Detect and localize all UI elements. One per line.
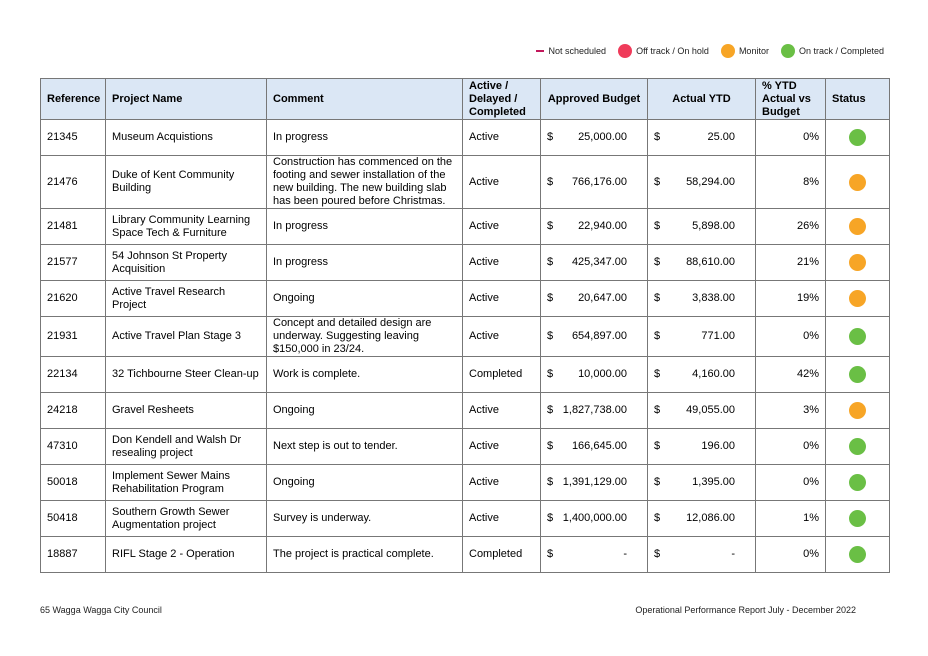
legend-monitor-label: Monitor: [738, 46, 769, 56]
not-scheduled-dash-icon: [536, 50, 544, 52]
header-reference: Reference: [41, 79, 106, 120]
cell-status: [826, 537, 890, 573]
cell-reference: 21620: [41, 281, 106, 317]
cell-actual-ytd: [648, 281, 756, 317]
cell-pct-ytd: 3%: [756, 393, 826, 429]
cell-approved-budget: [541, 281, 648, 317]
legend-not-scheduled: [536, 46, 607, 56]
ytd-amount: 88,610.00: [686, 256, 735, 268]
cell-reference: 18887: [41, 537, 106, 573]
status-dot-icon: [849, 546, 866, 563]
cell-comment: In progress: [267, 245, 463, 281]
table-row: [41, 465, 890, 501]
table-row: [41, 537, 890, 573]
budget-amount: 766,176.00: [571, 175, 627, 188]
currency-symbol: $: [654, 404, 661, 416]
cell-project-name: 32 Tichbourne Steer Clean-up: [106, 357, 267, 393]
status-dot-icon: [849, 174, 866, 191]
cell-reference: 21345: [41, 120, 106, 156]
currency-symbol: $: [654, 131, 661, 143]
cell-approved-budget: [541, 357, 648, 393]
cell-comment: Construction has commenced on the footing and sewer installation of the new building. The new building slab has been poured before Christmas.: [267, 156, 463, 209]
cell-status: [826, 120, 890, 156]
cell-state: Completed: [463, 537, 541, 573]
cell-comment: Concept and detailed design are underway. Suggesting leaving $150,000 in 23/24.: [267, 317, 463, 357]
cell-pct-ytd: 19%: [756, 281, 826, 317]
legend-monitor: [721, 44, 769, 58]
header-pct-ytd: % YTD Actual vs Budget: [756, 79, 826, 120]
cell-approved-budget: [541, 393, 648, 429]
table-row: [41, 429, 890, 465]
currency-symbol: $: [654, 220, 661, 232]
budget-amount: 22,940.00: [578, 220, 627, 232]
cell-status: [826, 156, 890, 209]
cell-actual-ytd: [648, 537, 756, 573]
status-dot-icon: [849, 254, 866, 271]
budget-amount: 166,645.00: [571, 440, 627, 452]
legend-on-track-label: On track / Completed: [798, 46, 884, 56]
currency-symbol: $: [654, 440, 661, 452]
status-dot-icon: [849, 438, 866, 455]
cell-comment: Survey is underway.: [267, 501, 463, 537]
cell-approved-budget: [541, 429, 648, 465]
currency-symbol: $: [547, 175, 554, 188]
header-comment: Comment: [267, 79, 463, 120]
currency-symbol: $: [654, 256, 661, 268]
cell-reference: 22134: [41, 357, 106, 393]
cell-status: [826, 357, 890, 393]
table-row: [41, 357, 890, 393]
ytd-amount: 771.00: [701, 330, 735, 342]
cell-state: Active: [463, 429, 541, 465]
legend-off-track: [618, 44, 709, 58]
table-row: [41, 245, 890, 281]
currency-symbol: $: [547, 440, 554, 452]
ytd-amount: 58,294.00: [686, 175, 735, 188]
cell-comment: In progress: [267, 120, 463, 156]
cell-project-name: Gravel Resheets: [106, 393, 267, 429]
currency-symbol: $: [547, 368, 554, 380]
cell-reference: 50418: [41, 501, 106, 537]
cell-comment: The project is practical complete.: [267, 537, 463, 573]
status-dot-icon: [849, 290, 866, 307]
cell-project-name: Don Kendell and Walsh Dr resealing project: [106, 429, 267, 465]
cell-actual-ytd: [648, 120, 756, 156]
cell-actual-ytd: [648, 429, 756, 465]
currency-symbol: $: [547, 512, 554, 524]
status-dot-icon: [849, 328, 866, 345]
cell-status: [826, 317, 890, 357]
currency-symbol: $: [547, 131, 554, 143]
cell-reference: 21481: [41, 209, 106, 245]
table-row: [41, 317, 890, 357]
cell-comment: Ongoing: [267, 393, 463, 429]
cell-actual-ytd: [648, 501, 756, 537]
cell-pct-ytd: 0%: [756, 120, 826, 156]
table-row: [41, 281, 890, 317]
table-row: [41, 501, 890, 537]
currency-symbol: $: [654, 512, 661, 524]
status-dot-icon: [849, 510, 866, 527]
ytd-amount: 3,838.00: [692, 292, 735, 304]
cell-comment: Ongoing: [267, 281, 463, 317]
green-dot-icon: [781, 44, 795, 58]
cell-project-name: 54 Johnson St Property Acquisition: [106, 245, 267, 281]
budget-amount: 1,827,738.00: [562, 404, 627, 416]
cell-status: [826, 245, 890, 281]
footer-report-title: Operational Performance Report July - December 2022: [635, 605, 856, 615]
cell-comment: Next step is out to tender.: [267, 429, 463, 465]
cell-reference: 21931: [41, 317, 106, 357]
cell-state: Active: [463, 120, 541, 156]
cell-approved-budget: [541, 465, 648, 501]
cell-state: Active: [463, 209, 541, 245]
cell-pct-ytd: 1%: [756, 501, 826, 537]
cell-project-name: Active Travel Plan Stage 3: [106, 317, 267, 357]
cell-pct-ytd: 0%: [756, 429, 826, 465]
legend-not-scheduled-label: Not scheduled: [548, 46, 607, 56]
budget-amount: 20,647.00: [578, 292, 627, 304]
cell-reference: 21476: [41, 156, 106, 209]
header-state: Active / Delayed / Completed: [463, 79, 541, 120]
currency-symbol: $: [547, 404, 554, 416]
cell-actual-ytd: [648, 156, 756, 209]
cell-state: Active: [463, 393, 541, 429]
cell-status: [826, 465, 890, 501]
cell-reference: 50018: [41, 465, 106, 501]
currency-symbol: $: [547, 256, 554, 268]
orange-dot-icon: [721, 44, 735, 58]
cell-state: Completed: [463, 357, 541, 393]
cell-approved-budget: [541, 156, 648, 209]
currency-symbol: $: [654, 476, 661, 488]
cell-state: Active: [463, 281, 541, 317]
cell-status: [826, 393, 890, 429]
currency-symbol: $: [547, 292, 554, 304]
cell-project-name: Duke of Kent Community Building: [106, 156, 267, 209]
legend-on-track: [781, 44, 884, 58]
ytd-amount: -: [731, 548, 735, 560]
header-approved-budget: Approved Budget: [541, 79, 648, 120]
cell-state: Active: [463, 465, 541, 501]
ytd-amount: 196.00: [701, 440, 735, 452]
cell-pct-ytd: 0%: [756, 537, 826, 573]
cell-approved-budget: [541, 501, 648, 537]
table-row: [41, 156, 890, 209]
cell-project-name: Southern Growth Sewer Augmentation project: [106, 501, 267, 537]
status-dot-icon: [849, 129, 866, 146]
cell-actual-ytd: [648, 393, 756, 429]
status-dot-icon: [849, 366, 866, 383]
currency-symbol: $: [547, 330, 554, 342]
status-dot-icon: [849, 402, 866, 419]
cell-comment: In progress: [267, 209, 463, 245]
budget-amount: 1,400,000.00: [562, 512, 627, 524]
cell-project-name: Active Travel Research Project: [106, 281, 267, 317]
budget-amount: -: [623, 548, 627, 560]
cell-comment: Work is complete.: [267, 357, 463, 393]
cell-approved-budget: [541, 537, 648, 573]
cell-status: [826, 429, 890, 465]
capital-projects-table: [40, 78, 890, 573]
table-row: [41, 120, 890, 156]
ytd-amount: 25.00: [707, 131, 735, 143]
cell-actual-ytd: [648, 465, 756, 501]
footer-page-label: 65 Wagga Wagga City Council: [40, 605, 162, 615]
cell-state: Active: [463, 156, 541, 209]
cell-project-name: Museum Acquistions: [106, 120, 267, 156]
header-project-name: Project Name: [106, 79, 267, 120]
cell-pct-ytd: 0%: [756, 317, 826, 357]
currency-symbol: $: [547, 548, 554, 560]
budget-amount: 10,000.00: [578, 368, 627, 380]
budget-amount: 25,000.00: [578, 131, 627, 143]
cell-state: Active: [463, 501, 541, 537]
table-row: [41, 393, 890, 429]
cell-reference: 47310: [41, 429, 106, 465]
cell-actual-ytd: [648, 245, 756, 281]
red-dot-icon: [618, 44, 632, 58]
ytd-amount: 1,395.00: [692, 476, 735, 488]
cell-state: Active: [463, 245, 541, 281]
cell-pct-ytd: 26%: [756, 209, 826, 245]
budget-amount: 1,391,129.00: [562, 476, 627, 488]
cell-reference: 24218: [41, 393, 106, 429]
cell-status: [826, 209, 890, 245]
cell-actual-ytd: [648, 317, 756, 357]
header-status: Status: [826, 79, 890, 120]
status-dot-icon: [849, 218, 866, 235]
ytd-amount: 5,898.00: [692, 220, 735, 232]
status-legend: [536, 43, 884, 59]
budget-amount: 654,897.00: [571, 330, 627, 342]
cell-project-name: Library Community Learning Space Tech & Furniture: [106, 209, 267, 245]
cell-status: [826, 281, 890, 317]
ytd-amount: 4,160.00: [692, 368, 735, 380]
cell-project-name: Implement Sewer Mains Rehabilitation Program: [106, 465, 267, 501]
cell-pct-ytd: 42%: [756, 357, 826, 393]
cell-reference: 21577: [41, 245, 106, 281]
ytd-amount: 12,086.00: [686, 512, 735, 524]
header-actual-ytd: Actual YTD: [648, 79, 756, 120]
cell-approved-budget: [541, 120, 648, 156]
cell-actual-ytd: [648, 357, 756, 393]
table-row: [41, 209, 890, 245]
cell-pct-ytd: 0%: [756, 465, 826, 501]
cell-approved-budget: [541, 209, 648, 245]
cell-actual-ytd: [648, 209, 756, 245]
cell-approved-budget: [541, 317, 648, 357]
table-header-row: [41, 79, 890, 120]
cell-project-name: RIFL Stage 2 - Operation: [106, 537, 267, 573]
cell-status: [826, 501, 890, 537]
cell-pct-ytd: 21%: [756, 245, 826, 281]
currency-symbol: $: [654, 368, 661, 380]
currency-symbol: $: [547, 220, 554, 232]
cell-pct-ytd: 8%: [756, 156, 826, 209]
legend-off-track-label: Off track / On hold: [636, 46, 709, 56]
cell-comment: Ongoing: [267, 465, 463, 501]
currency-symbol: $: [654, 548, 661, 560]
currency-symbol: $: [547, 476, 554, 488]
ytd-amount: 49,055.00: [686, 404, 735, 416]
cell-approved-budget: [541, 245, 648, 281]
currency-symbol: $: [654, 292, 661, 304]
currency-symbol: $: [654, 330, 661, 342]
budget-amount: 425,347.00: [571, 256, 627, 268]
currency-symbol: $: [654, 175, 661, 188]
status-dot-icon: [849, 474, 866, 491]
cell-state: Active: [463, 317, 541, 357]
